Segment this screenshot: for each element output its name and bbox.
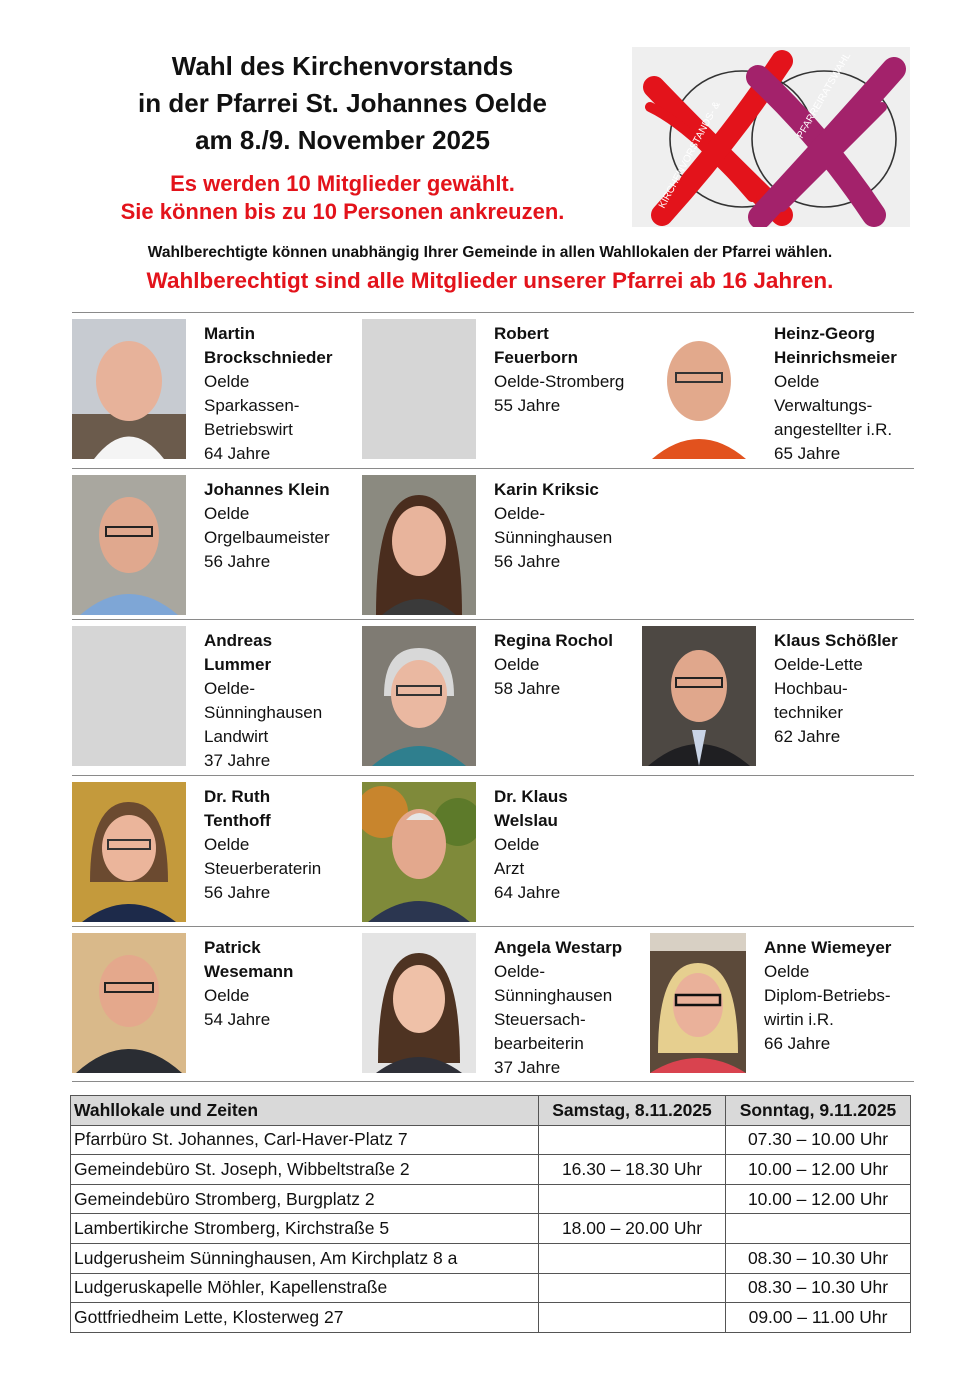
candidate-detail: wirtin i.R. [764,1010,834,1029]
candidate-card [362,475,642,615]
candidate-detail: Orgelbaumeister [204,528,330,547]
location-cell: Gottfriedheim Lette, Klosterweg 27 [71,1303,539,1333]
candidate-name: Feuerborn [494,348,579,367]
candidate-detail: Sparkassen- [204,396,300,415]
logo-graphic [632,47,910,227]
saturday-time [539,1243,726,1273]
candidate-photo [650,933,746,1073]
candidate-name: Tenthoff [204,811,271,830]
candidate-detail: Oelde- [494,962,546,981]
candidate-detail: Steuerberaterin [204,859,322,878]
candidate-detail: Diplom-Betriebs- [764,986,891,1005]
sunday-time: 09.00 – 11.00 Uhr [726,1303,911,1333]
candidate-row [72,926,914,1082]
title-line-2: in der Pfarrei St. Johannes Oelde [138,88,547,118]
candidate-detail: Oelde- [204,679,256,698]
candidate-detail: Hochbau- [774,679,848,698]
candidate-name: Robert [494,324,549,343]
location-cell: Ludgeruskapelle Möhler, Kapellenstraße [71,1273,539,1303]
candidate-detail: 55 Jahre [494,396,561,415]
candidate-row [72,468,914,619]
candidate-detail: Oelde [204,835,250,854]
candidate-name: Andreas [204,631,273,650]
candidate-detail: 54 Jahre [204,1010,271,1029]
candidate-detail: Oelde [204,986,250,1005]
candidate-detail: Landwirt [204,727,269,746]
candidate-detail: 62 Jahre [774,727,841,746]
candidate-detail: Sünninghausen [494,528,613,547]
candidate-detail: 64 Jahre [494,883,561,902]
rule-line-1: Es werden 10 Mitglieder gewählt. [170,171,515,196]
election-logo [632,47,910,227]
candidate-detail: 37 Jahre [204,751,271,770]
candidate-detail: Oelde [764,962,810,981]
candidate-detail: 37 Jahre [494,1058,561,1077]
location-cell: Gemeindebüro St. Joseph, Wibbeltstraße 2 [71,1155,539,1185]
candidate-detail: techniker [774,703,843,722]
saturday-time [539,1184,726,1214]
candidate-detail: Oelde [494,655,540,674]
candidate-name: Welslau [494,811,558,830]
candidate-card [362,782,642,922]
sunday-time: 07.30 – 10.00 Uhr [726,1125,911,1155]
polling-stations-table [70,1095,911,1333]
sunday-time: 08.30 – 10.30 Uhr [726,1243,911,1273]
candidate-photo-placeholder [72,626,186,766]
sunday-time: 10.00 – 12.00 Uhr [726,1155,911,1185]
candidate-detail: Oelde [204,504,250,523]
table-header-row [71,1096,911,1126]
candidate-name: Dr. Ruth [204,787,271,806]
candidate-detail: Verwaltungs- [774,396,873,415]
header-saturday: Samstag, 8.11.2025 [539,1096,726,1126]
candidate-card [72,782,352,922]
candidate-photo-placeholder [362,319,476,459]
candidate-detail: 56 Jahre [494,552,561,571]
title-line-3: am 8./9. November 2025 [195,125,490,155]
header-sunday: Sonntag, 9.11.2025 [726,1096,911,1126]
candidate-name: Lummer [204,655,272,674]
candidate-name: Regina Rochol [494,631,614,650]
age-eligibility: Wahlberechtigt sind alle Mitglieder unserer Pfarrei ab 16 Jahren. [146,268,834,293]
candidate-photo [642,319,756,459]
candidate-detail: Oelde [774,372,820,391]
location-cell: Ludgerusheim Sünninghausen, Am Kirchplatz 8 a [71,1243,539,1273]
candidate-name: Angela Westarp [494,938,623,957]
candidate-detail: 65 Jahre [774,444,841,463]
candidate-card [362,933,642,1077]
candidate-name: Anne Wiemeyer [764,938,892,957]
page-title [60,48,625,159]
table-row [71,1125,911,1155]
candidate-name: Johannes Klein [204,480,330,499]
candidate-detail: Oelde [204,372,250,391]
candidate-card [72,319,352,463]
logo-text-right: PFARREIRATSWAHL [795,50,854,141]
candidate-detail: Sünninghausen [204,703,323,722]
location-cell: Lambertikirche Stromberg, Kirchstraße 5 [71,1214,539,1244]
candidate-detail: Oelde [494,835,540,854]
table-row [71,1303,911,1333]
candidate-name: Wesemann [204,962,294,981]
candidate-card [362,319,642,459]
title-line-1: Wahl des Kirchenvorstands [171,51,514,81]
candidate-photo [362,475,476,615]
candidate-detail: Sünninghausen [494,986,613,1005]
saturday-time [539,1125,726,1155]
sunday-time: 08.30 – 10.30 Uhr [726,1273,911,1303]
candidate-name: Martin [204,324,255,343]
candidate-card [642,626,922,766]
location-cell: Gemeindebüro Stromberg, Burgplatz 2 [71,1184,539,1214]
table-row [71,1214,911,1244]
candidate-detail: 58 Jahre [494,679,561,698]
candidate-detail: 64 Jahre [204,444,271,463]
candidate-detail: angestellter i.R. [774,420,893,439]
saturday-time: 16.30 – 18.30 Uhr [539,1155,726,1185]
candidate-detail: 66 Jahre [764,1034,831,1053]
candidate-photo [72,782,186,922]
candidate-detail: Oelde-Lette [774,655,863,674]
saturday-time [539,1273,726,1303]
candidate-photo [362,782,476,922]
candidate-card [72,475,352,615]
candidate-detail: Oelde- [494,504,546,523]
candidate-row [72,619,914,775]
logo-text-left: KIRCHENVORSTANDS- & [656,99,723,211]
candidate-card [362,626,642,766]
location-cell: Pfarrbüro St. Johannes, Carl-Haver-Platz 7 [71,1125,539,1155]
candidate-row [72,775,914,926]
candidate-photo [642,626,756,766]
candidate-photo [72,319,186,459]
candidate-photo [72,933,186,1073]
saturday-time: 18.00 – 20.00 Uhr [539,1214,726,1244]
candidate-card [642,319,922,463]
candidate-card [72,933,352,1073]
candidate-detail: Betriebswirt [204,420,293,439]
saturday-time [539,1303,726,1333]
election-rules [60,170,625,226]
table-row [71,1155,911,1185]
candidate-photo [72,475,186,615]
candidate-name: Karin Kriksic [494,480,599,499]
table-row [71,1184,911,1214]
candidate-detail: bearbeiterin [494,1034,584,1053]
table-row [71,1273,911,1303]
candidate-name: Heinrichsmeier [774,348,897,367]
rule-line-2: Sie können bis zu 10 Personen ankreuzen. [120,199,565,224]
candidate-name: Patrick [204,938,261,957]
candidate-name: Dr. Klaus [494,787,568,806]
header-location: Wahllokale und Zeiten [71,1096,539,1126]
eligibility-info: Wahlberechtigte können unabhängig Ihrer Gemeinde in allen Wahllokalen der Pfarrei wählen. [147,244,833,261]
candidate-detail: Oelde-Stromberg [494,372,625,391]
candidate-row [72,312,914,468]
candidate-photo [362,933,476,1073]
candidate-photo [362,626,476,766]
sunday-time [726,1214,911,1244]
candidate-card [650,933,930,1073]
candidate-name: Brockschnieder [204,348,333,367]
table-row [71,1243,911,1273]
candidate-detail: Arzt [494,859,525,878]
candidate-detail: Steuersach- [494,1010,586,1029]
candidate-detail: 56 Jahre [204,883,271,902]
candidate-detail: 56 Jahre [204,552,271,571]
candidate-name: Heinz-Georg [774,324,876,343]
sunday-time: 10.00 – 12.00 Uhr [726,1184,911,1214]
candidate-name: Klaus Schößler [774,631,898,650]
candidate-card [72,626,352,770]
